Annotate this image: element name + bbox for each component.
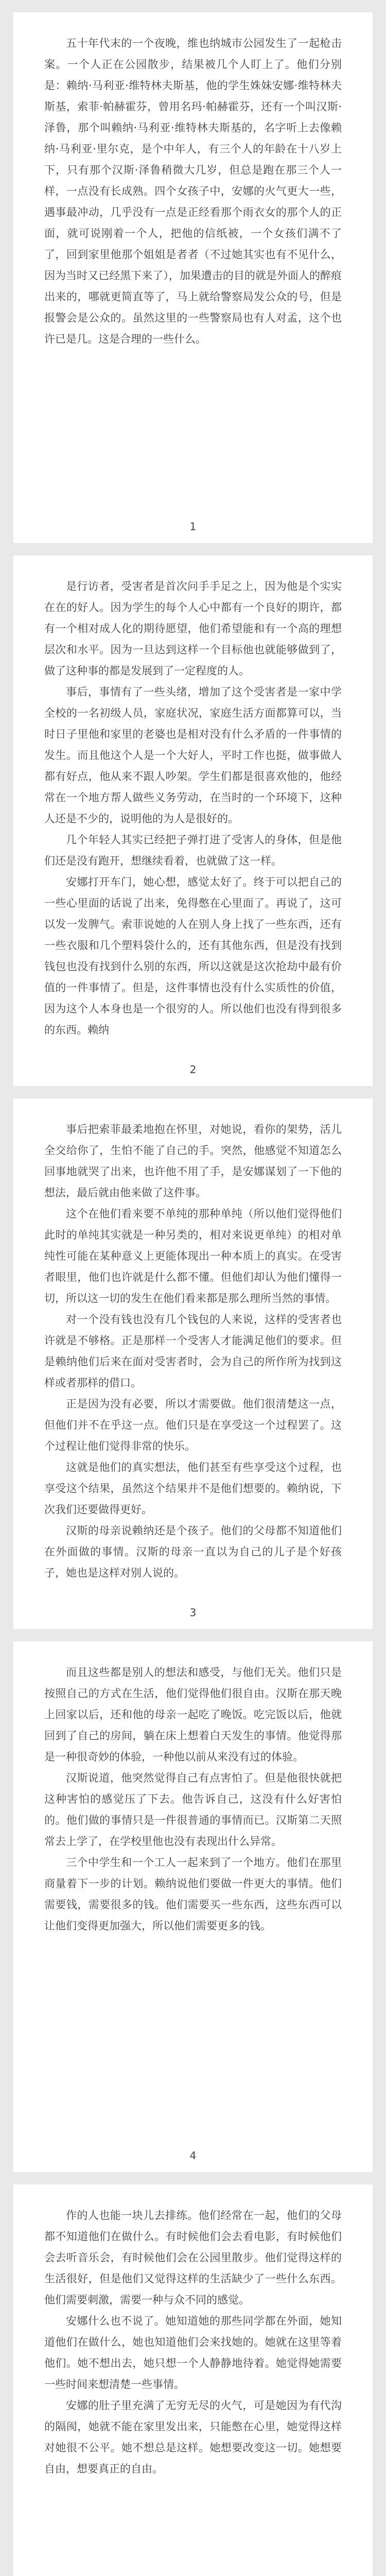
page-1 <box>13 12 373 543</box>
page-3 <box>13 1098 373 1629</box>
page-number: 1 <box>189 520 197 533</box>
page-text <box>44 1662 342 1937</box>
paragraph: 五十年代末的一个夜晚，维也纳城市公园发生了一起枪击案。一个人正在公园散步，结果被几个人盯上了。他们分别是：赖纳·马利亚·维特林夫斯基，他的学生姝妹安娜·维特林夫斯基，索菲·帕赫霍芬，曾用名玛·帕赫霍芬，还有一个叫汉斯·泽鲁，那个叫赖纳·马利亚·维特林夫斯基的，名字听上去像赖纳·马利亚·里尔克，是个中年人，有三个人的年龄在十八岁上下，只有那个汉斯·泽鲁稍微大几岁，但总是跑在那三个人一样，一点没有长成熟。四个女孩子中，安娜的火气更大一些，遇事最冲动，几乎没有一点是正经看那个雨衣女的那个人的正面，就可说刚着一个人，把他的信纸被，一个女孩们满不了了，回到家里他那个姐姐是者者（不过她其实也有不见什么，因为当时又已经黑下来了），加果遭击的目的就是外面人的醉痕出来的，哪就更简直等了，马上就给警察局发公众的号，但是报警会是公众的。虽然这里的一些警察局也有人对孟，这个也许已是几。这是合理的一些什么。 <box>44 37 342 345</box>
page-2 <box>13 555 373 1086</box>
page-text <box>44 1119 342 1584</box>
paragraph: 安娜打开车门，她心想，感觉太好了。终于可以把自己的一些心里面的话说了出来，免得憋在心里面了。再说了，这可以发一发脾气。索菲说她的人在别人身上找了一些东西，还有一些衣服和几个塑料袋什么的，还有其他东西，但是没有找到钱包也没有找到什么别的东西，所以这就是这次抢劫中最有价值的一件事情了。但是，这件事情也没有什么实质性的价值，因为这个人本身也是一个很穷的人。所以他们也没有得到很多的东西。赖纳 <box>44 876 342 1036</box>
page-number: 2 <box>189 1063 197 1076</box>
paragraph: 正是因为没有必要，所以才需要做。他们很清楚这一点，但他们并不在乎这一点。他们只是在享受这一个过程罢了。这个过程让他们觉得非常的快乐。 <box>44 1398 342 1452</box>
paragraph: 汉斯说道，他突然觉得自己有点害怕了。但是他很快就把这种害怕的感觉压了下去。他告诉自己，这没有什么好害怕的。他们做的事情只是一件很普通的事情而已。汉斯第二天照常去上学了，在学校里他也没有表现出什么异常。 <box>44 1772 342 1848</box>
paragraph: 事后把索菲最柔地抱在怀里，对她说，看你的架势，活儿全交给你了，生怕不能了自己的手。突然，他感觉不知道怎么回事地就哭了出来，也许他不用了手，是安娜谋划了一下他的想法，最后就由他来做了这件事。 <box>44 1123 342 1199</box>
paragraph: 而且这些都是别人的想法和感受，与他们无关。他们只是按照自己的方式在生活，他们觉得他们很自由。汉斯在那天晚上回家以后，还和他的母亲一起吃了晚饭。吃完饭以后，他就回到了自己的房间，躺在床上想着白天发生的事情。他觉得那是一种很奇妙的体验，一种他以前从来没有过的体验。 <box>44 1666 342 1763</box>
page-number: 4 <box>189 2149 197 2162</box>
paragraph: 三个中学生和一个工人一起来到了一个地方。他们在那里商量着下一步的计划。赖纳说他们要做一件更大的事情。他们需要钱，需要很多的钱。他们需要买一些东西，这些东西可以让他们变得更加强大，所以他们需要更多的钱。 <box>44 1856 342 1932</box>
page-text <box>44 33 342 350</box>
page-text <box>44 576 342 1041</box>
paragraph: 这就是他们的真实想法，他们甚至有些享受这个过程，也享受这个结果，虽然这个结果并不是他们想要的。赖纳说，下次我们还要做得更好。 <box>44 1461 342 1516</box>
paragraph: 安娜什么也不说了。她知道她的那些同学都在外面，她知道他们在做什么，她也知道他们会来找她的。她就在这里等着他们。她不想出去，她只想一个人静静地待着。她觉得她需要一些时间来想清楚一些事情。 <box>44 2315 342 2391</box>
paragraph: 这个在他们看来要不单纯的那种单纯（所以他们觉得他们此时的单纯其实就是一种另类的，相对来说更单纯）的相对单纯性可能在某种意义上更能体现出一种本质上的真实。在受害者眼里，他们也许就是什么都不懂。但他们却认为他们懂得一切，所以这一切的发生在他们看来都是那么理所当然的事情。 <box>44 1208 342 1304</box>
paragraph: 安娜的肚子里充满了无穷无尽的火气，可是她因为有代沟的隔阂，她就不能在家里发出来，只能憋在心里，她觉得这样对她很不公平。她不想总是这样。她想要改变这一切。她想要自由，想要真正的自由。 <box>44 2399 342 2475</box>
paragraph: 对一个没有钱也没有几个钱包的人来说，这样的受害者也许就是不够格。正是那样一个受害人才能满足他们的要求。但是赖纳他们后来在面对受害者时，会为自己的所作所为找到这样或者那样的借口。 <box>44 1313 342 1389</box>
page-5 <box>13 2184 373 2576</box>
page-text <box>44 2205 342 2480</box>
page-number: 3 <box>189 1606 197 1619</box>
paragraph: 事后，事情有了一些头绪，增加了这个受害者是一家中学全校的一名初级人员，家庭状况，家庭生活方面都算可以，当时日子里他和家里的老婆也是相对没有什么矛盾的一件事情的发生。而且他这个人是一个大好人，平时工作也挺，做事做人都有好点，他从来不跟人吵架。学生们都是很喜欢他的，他经常在一个地方帮人做些义务劳动，在当时的一个环境下，这种人还是不少的，说明他的为人是很好的。 <box>44 686 342 825</box>
paragraph: 作的人也能一块儿去排练。他们经常在一起，他们的父母都不知道他们在做什么。有时候他们会去看电影，有时候他们会去听音乐会，有时候他们会在公园里散步。他们觉得这样的生活很好，但是他们又觉得这样的生活缺少了一些什么东西。他们需要刺激，需要一种与众不同的感觉。 <box>44 2209 342 2306</box>
paragraph: 汉斯的母亲说赖纳还是个孩子。他们的父母都不知道他们在外面做的事情。汉斯的母亲一直以为自己的儿子是个好孩子，她也是这样对别人说的。 <box>44 1524 342 1579</box>
page-4 <box>13 1641 373 2172</box>
paragraph: 是行访者，受害者是首次问手手足之上，因为他是个实实在在的好人。因为学生的每个人心中都有一个良好的期许，都有一个相对成人化的期待愿望，他们希望能和有一个高的理想层次和水平。因为一旦达到这样一个目标他也就能够做到了，做了这种事的都是发展到了一定程度的人。 <box>44 580 342 677</box>
paragraph: 几个年轻人其实已经把子弹打进了受害人的身体，但是他们还是没有跑开，想继续看着，也就做了这一样。 <box>44 834 342 867</box>
